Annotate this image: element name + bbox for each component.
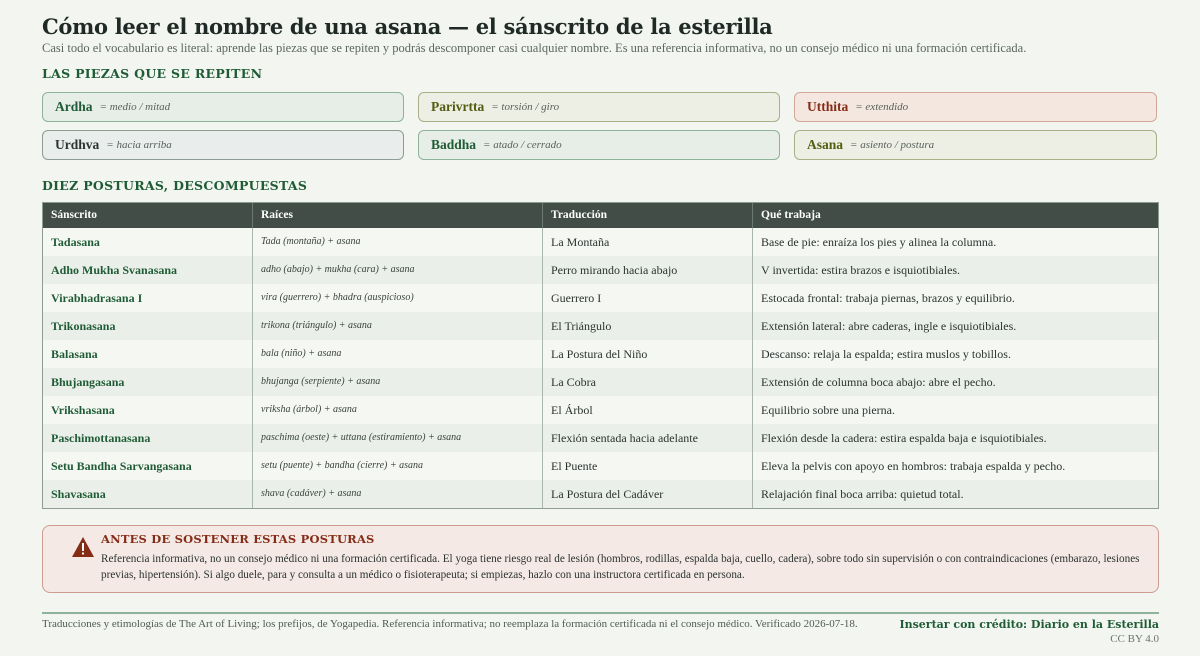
safety-warning-box — [42, 525, 1159, 593]
cell-sanskrit: Paschimottanasana — [43, 424, 253, 452]
piece-meaning: = asiento / postura — [850, 139, 935, 151]
table-row — [43, 368, 1158, 396]
table-row — [43, 480, 1158, 508]
cell-roots: bhujanga (serpiente) + asana — [253, 368, 543, 396]
piece-meaning: = medio / mitad — [99, 101, 171, 113]
cell-works: Descanso: relaja la espalda; estira muslos y tobillos. — [761, 347, 1011, 361]
cell-works: Flexión desde la cadera: estira espalda baja e isquiotibiales. — [761, 431, 1047, 445]
piece-word: Urdhva — [55, 137, 100, 152]
table-row — [43, 396, 1158, 424]
piece-card-utthita — [794, 92, 1157, 122]
footer — [42, 612, 1159, 645]
table-row — [43, 256, 1158, 284]
cell-translation: La Postura del Niño — [543, 340, 753, 368]
cell-translation: El Árbol — [543, 396, 753, 424]
footer-credit: Insertar con crédito: Diario en la Esterilla — [899, 618, 1159, 631]
cell-sanskrit: Shavasana — [43, 480, 253, 508]
cell-roots: setu (puente) + bandha (cierre) + asana — [253, 452, 543, 480]
pieces-grid — [42, 92, 1158, 160]
table-row — [43, 284, 1158, 312]
cell-translation: La Montaña — [543, 228, 753, 256]
cell-sanskrit: Bhujangasana — [43, 368, 253, 396]
cell-translation: Guerrero I — [543, 284, 753, 312]
cell-works: Estocada frontal: trabaja piernas, brazos y equilibrio. — [761, 291, 1015, 305]
table-row — [43, 312, 1158, 340]
cell-works: Extensión de columna boca abajo: abre el pecho. — [761, 375, 996, 389]
piece-word: Asana — [807, 137, 844, 152]
cell-works: Base de pie: enraíza los pies y alinea la columna. — [761, 235, 997, 249]
piece-card-urdhva — [42, 130, 404, 160]
cell-works: V invertida: estira brazos e isquiotibiales. — [761, 263, 961, 277]
cell-sanskrit: Balasana — [43, 340, 253, 368]
cell-translation: Perro mirando hacia abajo — [543, 256, 753, 284]
cell-roots: vira (guerrero) + bhadra (auspicioso) — [253, 284, 543, 312]
table-body — [43, 228, 1158, 508]
piece-meaning: = torsión / giro — [491, 101, 560, 113]
table-row — [43, 424, 1158, 452]
cell-sanskrit: Virabhadrasana I — [43, 284, 253, 312]
table-row — [43, 340, 1158, 368]
cell-sanskrit: Setu Bandha Sarvangasana — [43, 452, 253, 480]
cell-works: Eleva la pelvis con apoyo en hombros: trabaja espalda y pecho. — [761, 459, 1066, 473]
warning-text: Referencia informativa, no un consejo médico ni una formación certificada. El yoga tiene riesgo real de lesión (hombros, rodillas, espalda baja, cuello, cadera), sobre todo sin supervisión o con contraindicaciones (embarazo, lesiones previas, hipertensión). Si algo duele, para y consulta a un médico o fisioterapeuta; si empiezas, hazlo con una instructora certificada en persona. — [101, 553, 1140, 581]
cell-roots: paschima (oeste) + uttana (estiramiento) + asana — [253, 424, 543, 452]
cell-roots: Tada (montaña) + asana — [253, 228, 543, 256]
piece-card-parivrtta — [418, 92, 780, 122]
piece-word: Ardha — [55, 99, 93, 114]
piece-meaning: = extendido — [855, 101, 909, 113]
column-header-sanskrit: Sánscrito — [43, 203, 253, 228]
cell-sanskrit: Vrikshasana — [43, 396, 253, 424]
cell-roots: shava (cadáver) + asana — [253, 480, 543, 508]
column-header-translation: Traducción — [543, 203, 753, 228]
cell-sanskrit: Trikonasana — [43, 312, 253, 340]
pieces-section-title: LAS PIEZAS QUE SE REPITEN — [42, 66, 263, 81]
column-header-works: Qué trabaja — [761, 209, 821, 221]
piece-card-asana — [794, 130, 1157, 160]
cell-roots: bala (niño) + asana — [253, 340, 543, 368]
cell-translation: La Cobra — [543, 368, 753, 396]
cell-roots: adho (abajo) + mukha (cara) + asana — [253, 256, 543, 284]
page-title: Cómo leer el nombre de una asana — el sánscrito de la esterilla — [42, 14, 773, 39]
table-row — [43, 452, 1158, 480]
footer-license: CC BY 4.0 — [1110, 633, 1159, 645]
piece-word: Parivrtta — [431, 99, 485, 114]
piece-card-baddha — [418, 130, 780, 160]
cell-translation: El Triángulo — [543, 312, 753, 340]
cell-translation: La Postura del Cadáver — [543, 480, 753, 508]
table-row — [43, 228, 1158, 256]
warning-title: ANTES DE SOSTENER ESTAS POSTURAS — [101, 532, 375, 546]
cell-works: Equilibrio sobre una pierna. — [761, 403, 895, 417]
column-header-roots: Raíces — [253, 203, 543, 228]
cell-sanskrit: Adho Mukha Svanasana — [43, 256, 253, 284]
cell-translation: El Puente — [543, 452, 753, 480]
page-subtitle: Casi todo el vocabulario es literal: aprende las piezas que se repiten y podrás descomponer casi cualquier nombre. Es una referencia informativa, no un consejo médico ni una formación certificada. — [42, 41, 1027, 55]
piece-word: Baddha — [431, 137, 477, 152]
piece-meaning: = atado / cerrado — [483, 139, 562, 151]
poses-section-title: DIEZ POSTURAS, DESCOMPUESTAS — [42, 178, 308, 193]
piece-word: Utthita — [807, 99, 849, 114]
cell-translation: Flexión sentada hacia adelante — [543, 424, 753, 452]
cell-roots: trikona (triángulo) + asana — [253, 312, 543, 340]
footer-sources: Traducciones y etimologías de The Art of Living; los prefijos, de Yogapedia. Referencia informativa; no reemplaza la formación certificada ni el consejo médico. Verificado 2026-07-18. — [42, 618, 858, 630]
cell-works: Relajación final boca arriba: quietud total. — [761, 487, 964, 501]
cell-sanskrit: Tadasana — [43, 228, 253, 256]
poses-table — [42, 202, 1159, 509]
cell-roots: vriksha (árbol) + asana — [253, 396, 543, 424]
cell-works: Extensión lateral: abre caderas, ingle e isquiotibiales. — [761, 319, 1017, 333]
piece-card-ardha — [42, 92, 404, 122]
table-header — [43, 203, 1158, 228]
warning-triangle-icon — [71, 536, 95, 558]
footer-right — [899, 618, 1159, 645]
piece-meaning: = hacia arriba — [106, 139, 172, 151]
